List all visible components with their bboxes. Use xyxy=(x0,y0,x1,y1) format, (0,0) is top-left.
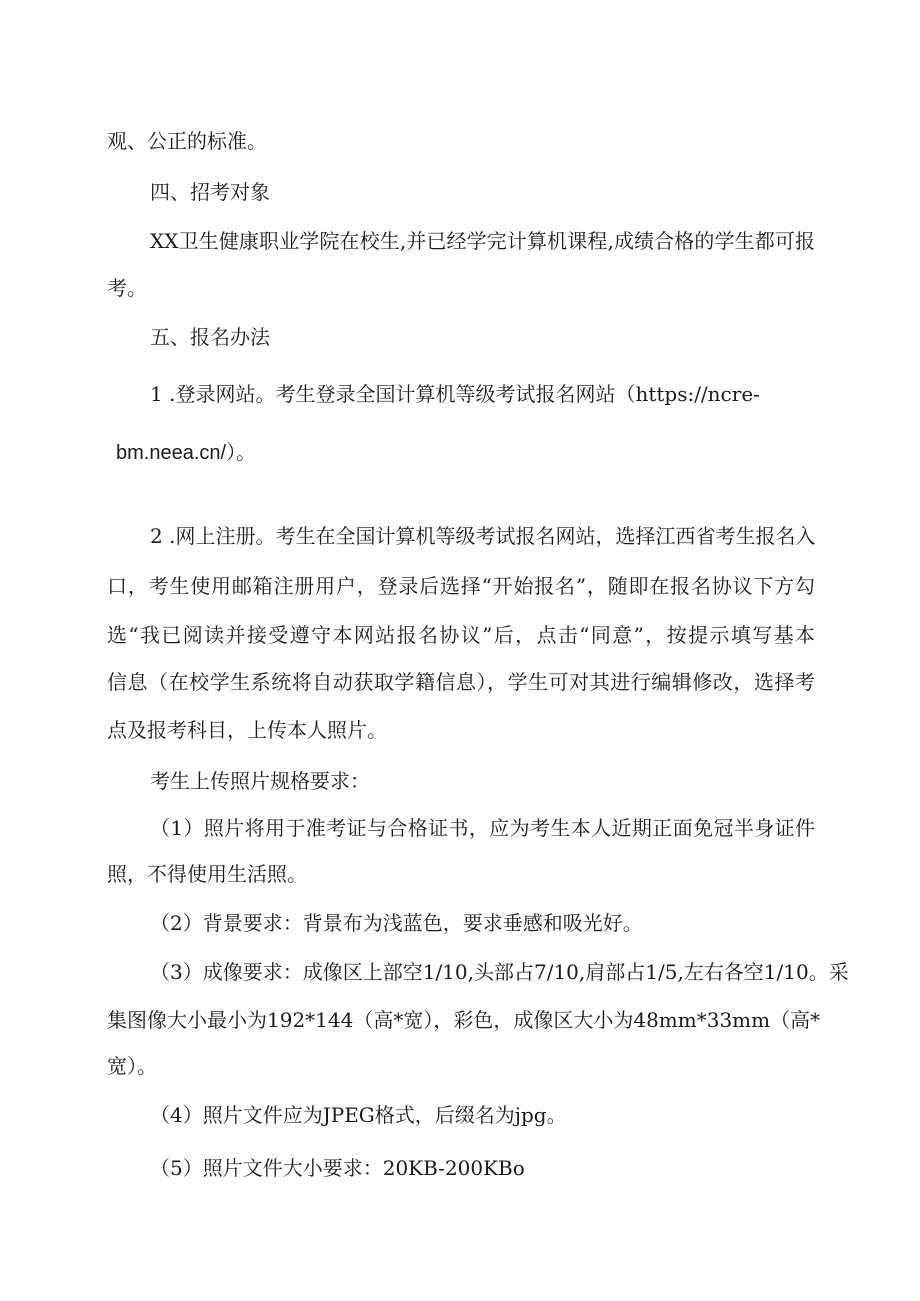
paragraph-line: 点及报考科目，上传本人照片。 xyxy=(107,718,387,742)
list-item-line: （5）照片文件大小要求：20KB-200KBo xyxy=(150,1156,525,1180)
section-heading: 五、报名办法 xyxy=(150,325,270,349)
list-item-line: （2）背景要求：背景布为浅蓝色，要求垂感和吸光好。 xyxy=(150,911,643,935)
paragraph-line: bm.neea.cn/）。 xyxy=(116,442,257,464)
list-item-line: 集图像大小最小为192*144（高*宽），彩色，成像区大小为48mm*33mm（高* xyxy=(107,1008,821,1032)
paragraph-line: 选“我已阅读并接受遵守本网站报名协议”后，点击“同意”，按提示填写基本 xyxy=(107,623,815,647)
paragraph-line: 信息（在校学生系统将自动获取学籍信息），学生可对其进行编辑修改，选择考 xyxy=(107,670,815,694)
list-item-line: （1）照片将用于准考证与合格证书，应为考生本人近期正面免冠半身证件 xyxy=(150,816,815,840)
list-item-line: 照，不得使用生活照。 xyxy=(107,862,307,886)
paragraph-line: 1 .登录网站。考生登录全国计算机等级考试报名网站（https://ncre- xyxy=(150,382,760,406)
list-item-line: 宽）。 xyxy=(107,1054,157,1078)
paragraph-line: 2 .网上注册。考生在全国计算机等级考试报名网站，选择江西省考生报名入 xyxy=(150,524,816,548)
paragraph-line: 口，考生使用邮箱注册用户，登录后选择“开始报名”，随即在报名协议下方勾 xyxy=(107,574,815,598)
paragraph-line: 考。 xyxy=(107,276,147,300)
paragraph-line: 观、公正的标准。 xyxy=(107,129,267,153)
paragraph-line: 考生上传照片规格要求： xyxy=(150,769,370,793)
list-item-line: （4）照片文件应为JPEG格式，后缀名为jpg。 xyxy=(150,1103,567,1127)
list-item-line: （3）成像要求：成像区上部空1/10,头部占7/10,肩部占1/5,左右各空1/10。采 xyxy=(150,960,849,984)
paragraph-line: XX卫生健康职业学院在校生,并已经学完计算机课程,成绩合格的学生都可报 xyxy=(150,229,815,253)
section-heading: 四、招考对象 xyxy=(150,180,270,204)
